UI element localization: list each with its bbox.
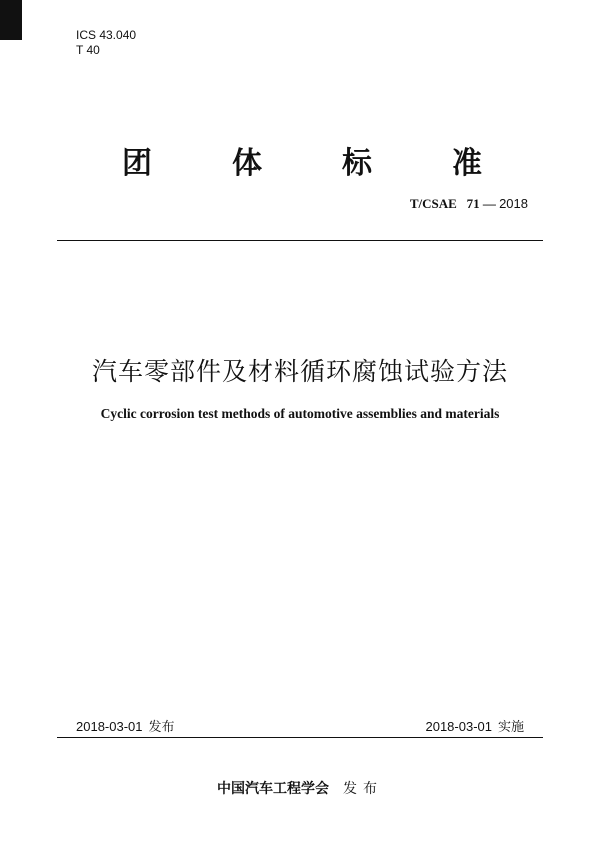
- dates-row: [76, 716, 524, 735]
- ccs-code: T 40: [76, 43, 100, 57]
- doc-type-char: 体: [232, 146, 262, 181]
- classification-block: [76, 28, 136, 58]
- doc-type-char: 团: [122, 146, 152, 181]
- issue-date: 2018-03-01: [76, 719, 143, 734]
- issue-label: 发布: [148, 720, 175, 735]
- issuer-line: [0, 778, 600, 798]
- implement-date: 2018-03-01: [425, 719, 492, 734]
- ics-code: ICS 43.040: [76, 28, 137, 42]
- issue-date-group: [76, 716, 175, 735]
- standard-year: 2018: [499, 196, 528, 211]
- title-chinese: 汽车零部件及材料循环腐蚀试验方法: [91, 357, 508, 386]
- footer-divider: [57, 737, 543, 738]
- implement-label: 实施: [497, 720, 524, 735]
- issuer-action: 发布: [343, 781, 383, 797]
- standard-dash: —: [482, 196, 496, 211]
- document-type-heading: [122, 142, 482, 181]
- implement-date-group: [425, 716, 524, 735]
- doc-type-char: 准: [452, 146, 482, 181]
- issuer-name: 中国汽车工程学会: [217, 781, 329, 797]
- corner-registration-mark: [0, 0, 22, 40]
- standard-serial: 71: [466, 196, 480, 211]
- header-divider: [57, 240, 543, 241]
- standard-number: [410, 196, 528, 212]
- standard-code: T/CSAE: [409, 196, 457, 211]
- doc-type-char: 标: [342, 146, 372, 181]
- title-english: Cyclic corrosion test methods of automotive assemblies and materials: [100, 406, 500, 421]
